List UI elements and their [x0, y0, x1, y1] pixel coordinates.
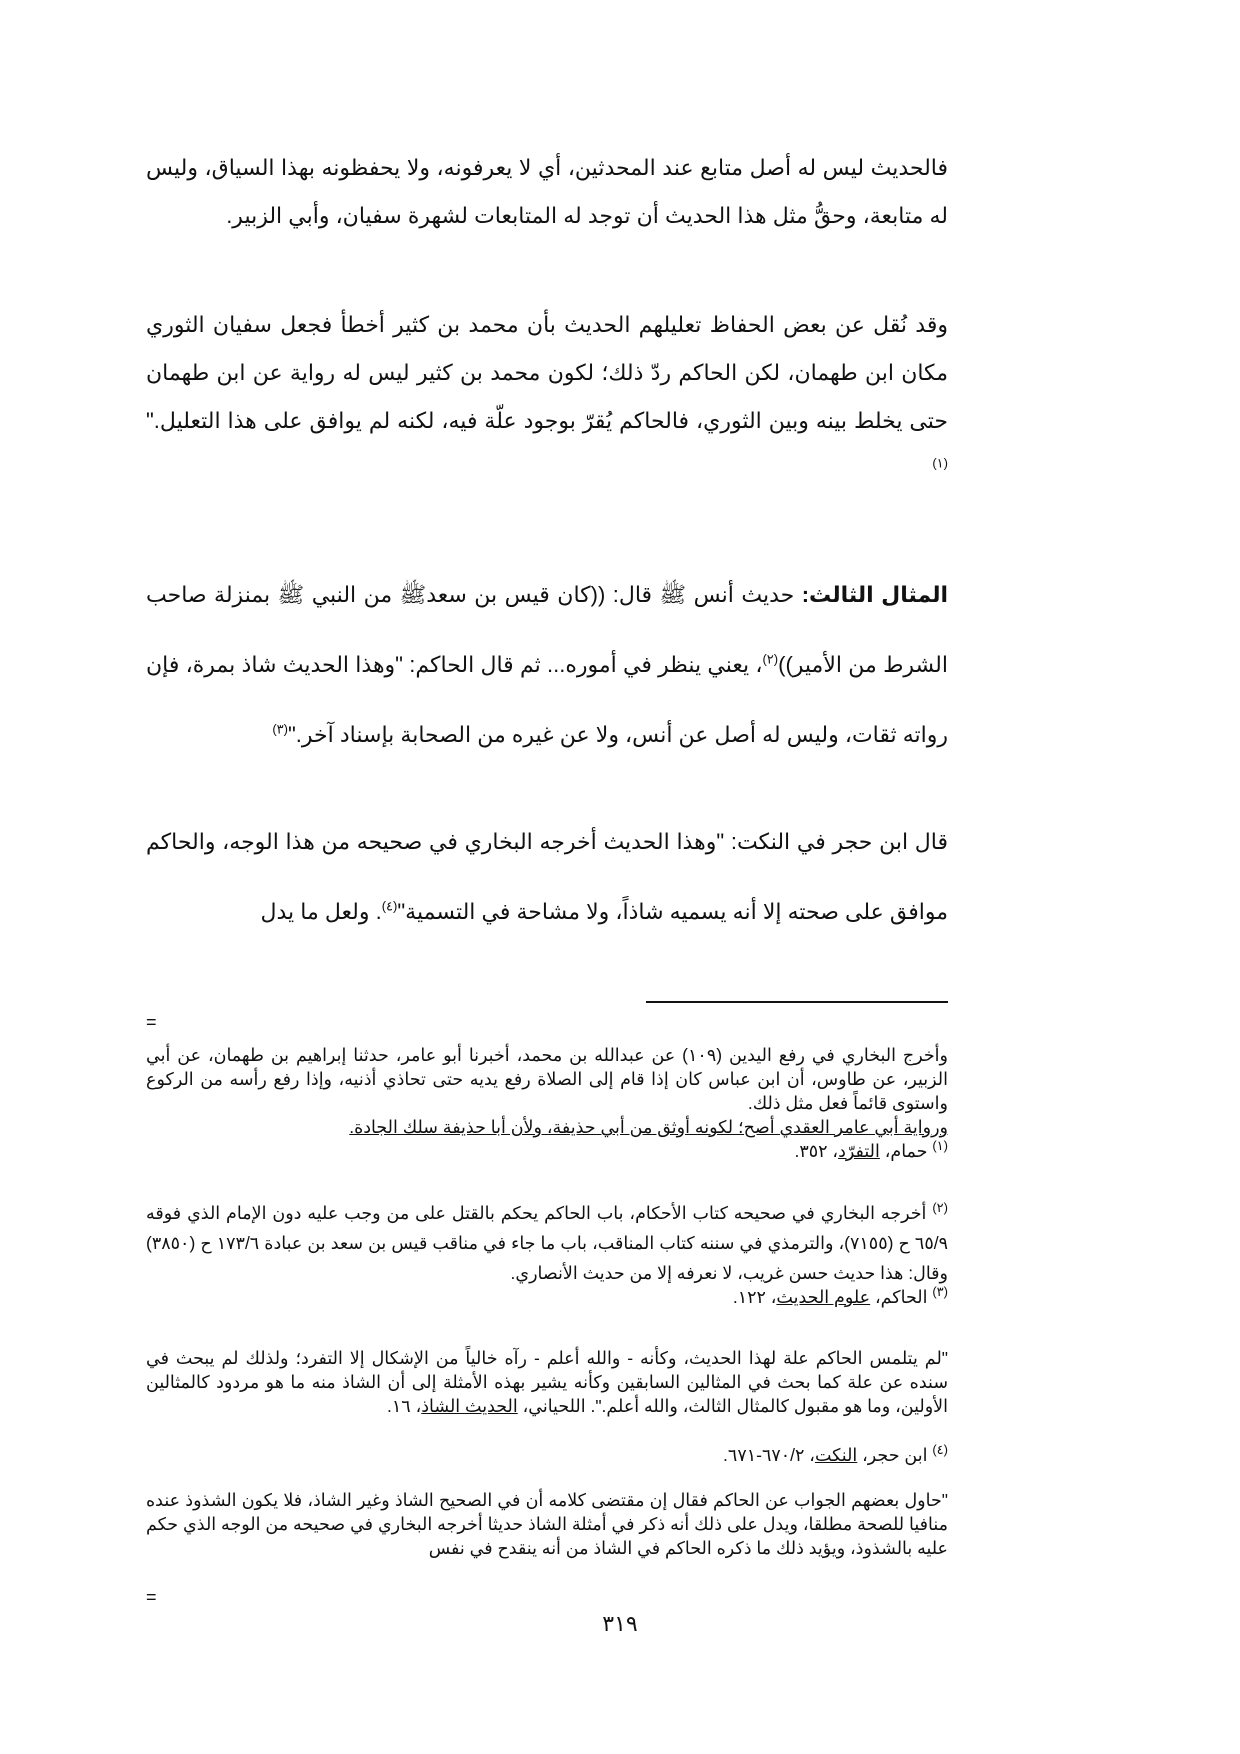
continuation-mark-bottom: = — [146, 1587, 157, 1607]
footnote-number: (٣) — [932, 1284, 948, 1300]
footnote-1 — [146, 1139, 948, 1163]
footnote-text: ابن حجر، — [857, 1445, 933, 1465]
footnote-text: ، ١٦. — [387, 1396, 422, 1416]
paragraph-text: ، يعني ينظر في أموره... ثم قال الحاكم: "وهذا الحديث شاذ بمرة، فإن رواته ثقات، وليس له أصل عن أنس، ولا عن غيره من الصحابة بإسناد آخر." — [146, 652, 948, 747]
footnote-2 — [146, 1198, 948, 1288]
footnote-text: ، ٣٥٢. — [794, 1141, 839, 1161]
footnote-3-quote — [146, 1346, 948, 1418]
body-paragraph-3 — [146, 560, 948, 770]
page-number: ٣١٩ — [602, 1612, 638, 1637]
paragraph-text: قال ابن حجر في النكت: "وهذا الحديث أخرجه البخاري في صحيحه من هذا الوجه، والحاكم موافق على صحته إلا أنه يسميه شاذاً، ولا مشاحة في التسمية" — [146, 829, 948, 924]
footnote-text: ، ٦٧٠/٢-٦٧١. — [723, 1445, 815, 1465]
footnote-number: (٢) — [932, 1200, 948, 1216]
footnote-continuation — [146, 1043, 948, 1115]
footnote-ref-3: (٣) — [272, 721, 288, 737]
paragraph-text: . ولعل ما يدل — [260, 899, 382, 924]
footnote-continuation-underlined — [146, 1115, 948, 1139]
footnote-text: "حاول بعضهم الجواب عن الحاكم فقال إن مقتضى كلامه أن في الصحيح الشاذ وغير الشاذ، فلا يكون الشذوذ عنده منافيا للصحة مطلقا، ويدل على ذلك أنه ذكر في أمثلة الشاذ حديثا أخرجه البخاري في صحيحه من الوجه الذي حكم عليه بالشذوذ، ويؤيد ذلك ما ذكره الحاكم في الشاذ من أنه ينقدح في نفس — [146, 1490, 948, 1558]
example-label: المثال الثالث: — [801, 582, 948, 607]
body-paragraph-2 — [146, 301, 948, 493]
footnote-separator — [646, 1001, 948, 1003]
footnote-text: وأخرج البخاري في رفع اليدين (١٠٩) عن عبدالله بن محمد، أخبرنا أبو عامر، حدثنا إبراهيم بن طهمان، عن أبي الزبير، عن طاوس، أن ابن عباس كان إذا قام إلى الصلاة رفع يديه حتى تحاذي أذنيه، وإذا رفع رأسه من الركوع واستوى قائماً فعل مثل ذلك. — [146, 1045, 948, 1113]
footnote-number: (٤) — [932, 1442, 948, 1458]
paragraph-text: فالحديث ليس له أصل متابع عند المحدثين، أي لا يعرفونه، ولا يحفظونه بهذا السياق، وليس له متابعة، وحقُّ مثل هذا الحديث أن توجد له المتابعات لشهرة سفيان، وأبي الزبير. — [146, 155, 948, 228]
footnote-ref-1: (١) — [932, 455, 948, 471]
footnote-text-underlined: ورواية أبي عامر العقدي أصح؛ لكونه أوثق من أبي حذيفة، ولأن أبا حذيفة سلك الجادة. — [349, 1117, 948, 1137]
footnote-text: حمام، — [879, 1141, 933, 1161]
book-title: علوم الحديث — [776, 1287, 871, 1307]
footnote-4 — [146, 1443, 948, 1467]
book-title: النكت — [814, 1445, 858, 1465]
footnote-3 — [146, 1285, 948, 1309]
book-title: الحديث الشاذ — [421, 1396, 518, 1416]
footnote-text: الحاكم، — [870, 1287, 933, 1307]
body-paragraph-4 — [146, 807, 948, 947]
footnote-text: أخرجه البخاري في صحيحه كتاب الأحكام، باب الحاكم يحكم بالقتل على من وجب عليه دون الإمام الذي فوقه ٦٥/٩ ح (٧١٥٥)، والترمذي في سننه كتاب المناقب، باب ما جاء في مناقب قيس بن سعد بن عبادة ١٧٣/٦ ح (٣٨٥٠) وقال: هذا حديث حسن غريب، لا نعرفه إلا من حديث الأنصاري. — [146, 1203, 948, 1283]
paragraph-text: حديث أنس ﷺ قال: ((كان قيس بن سعدﷺ من النبي ﷺ بمنزلة صاحب الشرط من الأمير)) — [146, 582, 948, 677]
footnote-text: "لم يتلمس الحاكم علة لهذا الحديث، وكأنه - والله أعلم - رآه خالياً من الإشكال إلا التفرد؛ ولذلك لم يبحث في سنده عن علة كما بحث في المثالين السابقين وكأنه يشير بهذه الأمثلة إلى أن الشاذ منه ما هو مردود كالمثالين الأولين، وما هو مقبول كالمثال الثالث، والله أعلم.". اللحياني، — [146, 1348, 948, 1416]
body-paragraph-1 — [146, 144, 948, 240]
continuation-mark-top: = — [146, 1012, 157, 1032]
book-title: التفرّد — [838, 1141, 880, 1161]
footnote-ref-2: (٢) — [762, 651, 779, 667]
footnote-text: ، ١٢٢. — [732, 1287, 777, 1307]
footnote-4-quote — [146, 1488, 948, 1560]
footnote-number: (١) — [932, 1138, 948, 1154]
paragraph-text: وقد نُقل عن بعض الحفاظ تعليلهم الحديث بأن محمد بن كثير أخطأ فجعل سفيان الثوري مكان ابن طهمان، لكن الحاكم ردّ ذلك؛ لكون محمد بن كثير ليس له رواية عن ابن طهمان حتى يخلط بينه وبين الثوري، فالحاكم يُقرّ بوجود علّة فيه، لكنه لم يوافق على هذا التعليل." — [146, 312, 948, 433]
footnote-ref-4: (٤) — [381, 898, 398, 914]
